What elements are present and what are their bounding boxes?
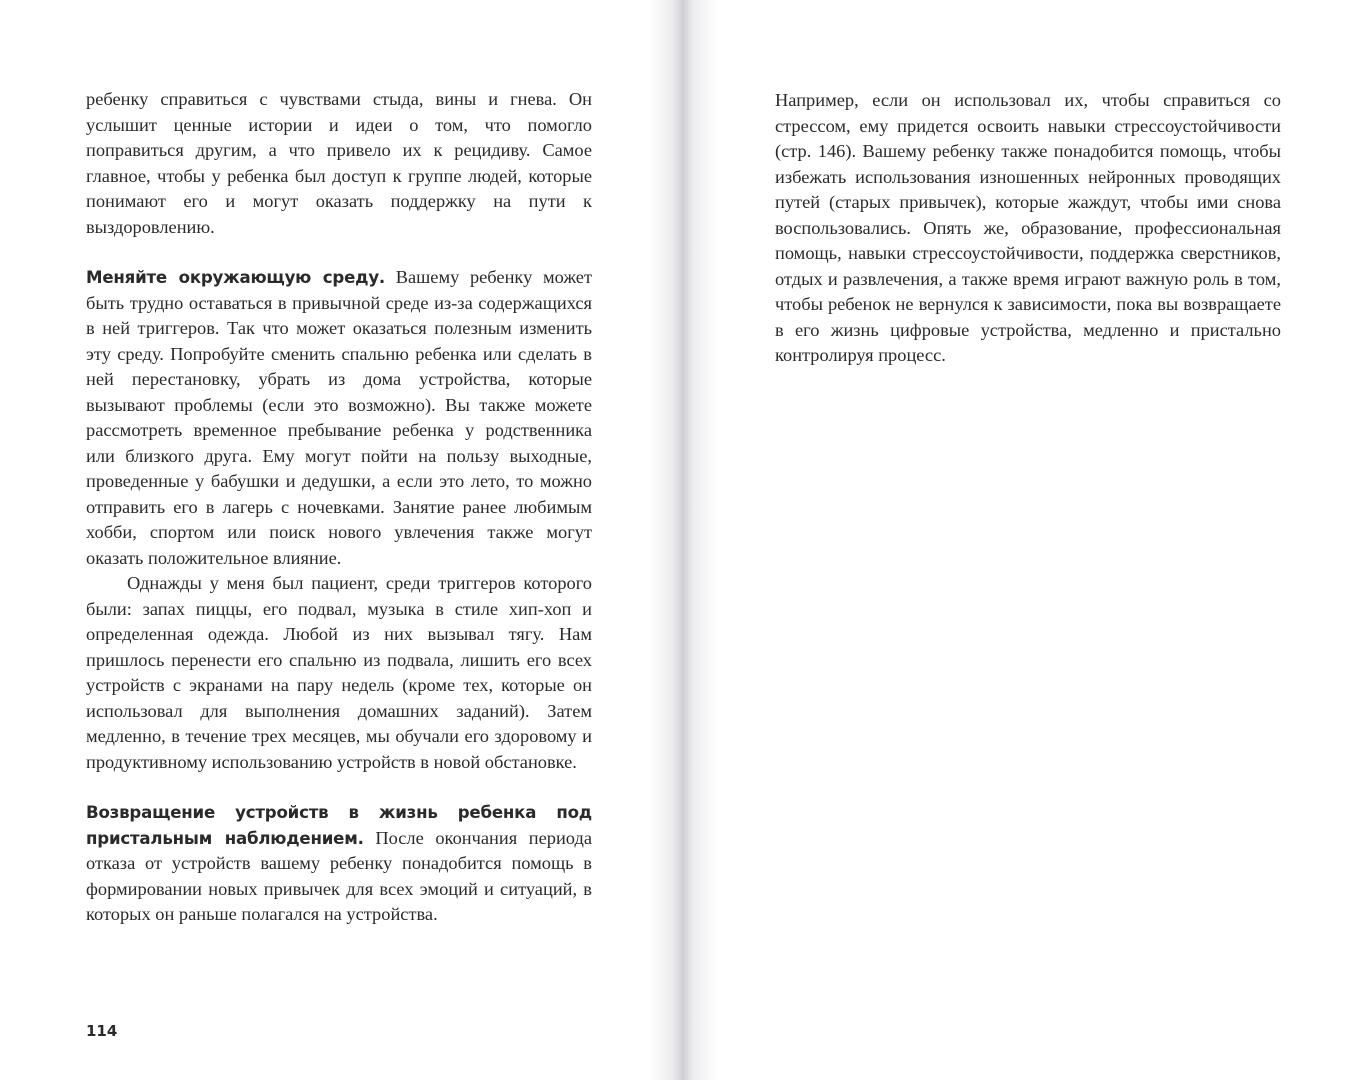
paragraph-patient-story [86,571,592,775]
paragraph-lead: Меняйте окружающую среду. [86,268,386,287]
paragraph-text: Однажды у меня был пациент, среди триггеров которого были: запах пиццы, его подвал, музыка в стиле хип-хоп и определенная одежда. Любой из них вызывал тягу. Нам пришлось перенести его спальню из подвала, лишить его всех устройств с экранами на пару недель (кроме тех, которые он использовал для выполнения домашних заданий). Затем медленно, в течение трех месяцев, мы обучали его здоровому и продуктивному использованию устройств в новой обстановке. [86,573,592,772]
page-number: 114 [86,1022,118,1040]
paragraph-stress-example [775,88,1281,369]
paragraph-support-group [86,87,592,240]
paragraph-lead: Возвращение устройств в жизнь ребенка под пристальным наблюдением. [86,803,592,848]
right-page-body [775,88,1281,369]
paragraph-change-environment [86,265,592,571]
left-page-body [86,87,592,928]
left-page [0,0,672,1080]
paragraph-text: Например, если он использовал их, чтобы справиться со стрессом, ему придется освоить навыки стрессоустойчивости (стр. 146). Вашему ребенку также понадобится помощь, чтобы избежать использования изношенных нейронных проводящих путей (старых привычек), которые жаждут, чтобы ими снова воспользовались. Опять же, образование, профессиональная помощь, навыки стрессоустойчивости, поддержка сверстников, отдых и развлечения, а также время играют важную роль в том, чтобы ребенок не вернулся к зависимости, пока вы возвращаете в его жизнь цифровые устройства, медленно и пристально контролируя процесс. [775,90,1281,365]
book-gutter-shadow [648,0,718,1080]
paragraph-text: Вашему ребенку может быть трудно оставаться в привычной среде из-за содержащихся в ней триггеров. Так что может оказаться полезным изменить эту среду. Попробуйте сменить спальню ребенка или сделать в ней перестановку, убрать из дома устройства, которые вызывают проблемы (если это возможно). Вы также можете рассмотреть временное пребывание ребенка у родственника или близкого друга. Ему могут пойти на пользу выходные, проведенные у бабушки и дедушки, а если это лето, то можно отправить его в лагерь с ночевками. Занятие ранее любимым хобби, спортом или поиск нового увлечения также могут оказать положительное влияние. [86,267,592,568]
paragraph-text: После окончания периода отказа от устройств вашему ребенку понадобится помощь в формировании новых привычек для всех эмоций и ситуаций, в которых он раньше полагался на устройства. [86,827,592,924]
paragraph-text: ребенку справиться с чувствами стыда, вины и гнева. Он услышит ценные истории и идеи о том, что помогло поправиться другим, а что привело их к рецидиву. Самое главное, чтобы у ребенка был доступ к группе людей, которые понимают его и могут оказать поддержку на пути к выздоровлению. [86,89,592,237]
paragraph-return-devices [86,800,592,928]
